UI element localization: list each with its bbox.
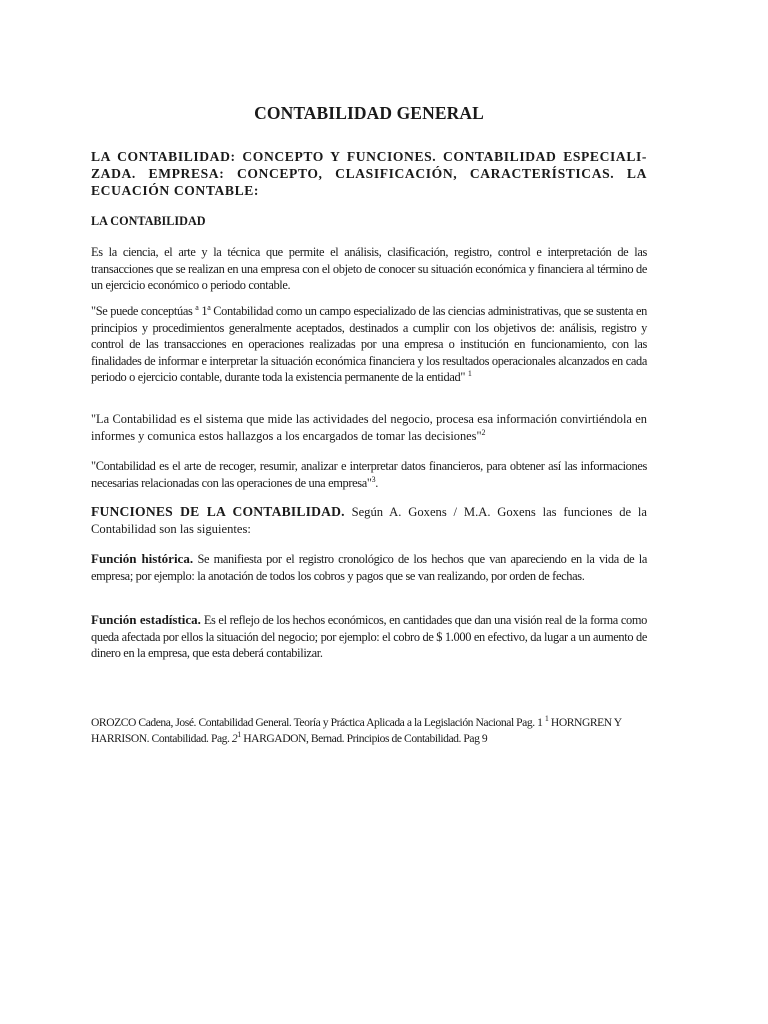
footnote-horngren-sup: 1 [237, 729, 241, 739]
functions-heading: FUNCIONES DE LA CONTABILIDAD. [91, 504, 345, 519]
section-heading: LA CONTABILIDAD [91, 214, 206, 228]
footnote-orozco-sup: 1 [544, 714, 549, 724]
quote1-sup-b: a [207, 302, 211, 312]
quote-paragraph-1 [91, 303, 647, 386]
historic-function-heading: Función histórica. [91, 551, 194, 566]
quote3-text: "Contabilidad es el arte de recoger, resumir, analizar e interpretar datos financieros, para obtener así las informaciones necesarias relacionadas con las operaciones de una empresa" [91, 459, 647, 490]
quote3-footnote-ref: 3 [371, 474, 376, 484]
statistic-function-paragraph [91, 612, 647, 662]
document-subtitle [91, 148, 647, 199]
quote1-mid: 1 [198, 304, 208, 318]
quote1-main: "Se puede conceptúas [91, 304, 196, 318]
subtitle-line-3: ECUACIÓN CONTABLE: [91, 183, 260, 198]
footnote-hargadon: HARGADON, Bernad. Principios de Contabilidad. Pag 9 [240, 731, 488, 745]
quote-paragraph-2 [91, 411, 647, 444]
quote1-footnote-ref: 1 [467, 368, 472, 378]
footnote-horngren: HORNGREN Y HARRISON. Contabilidad. Pag. [91, 716, 622, 745]
quote-paragraph-3 [91, 458, 647, 491]
quote1-rest: Contabilidad como un campo especializado de las ciencias administrativas, que se sustenta en principios y procedimientos generalmente aceptados, destinados a cumplir con los objetivos de: análisis, registro y control de las transacciones en operaciones realizadas por una empresa o institución en funcionamiento, con las finalidades de informar e interpretar la situación económica financiera y los resultados operacionales alcanzados en cada periodo o ejercicio contable, durante toda la existencia permanente de la entidad" [91, 304, 647, 384]
definition-paragraph: Es la ciencia, el arte y la técnica que permite el análisis, clasificación, registro, control e interpretación de las transacciones que se realizan en una empresa con el objeto de conocer su situación económica y financiera al término de un ejercicio económico o periodo contable. [91, 245, 647, 292]
footnotes [91, 715, 647, 746]
statistic-function-heading: Función estadística. [91, 612, 201, 627]
quote1-sup-a: a [195, 302, 199, 312]
functions-text: Según A. Goxens / M.A. Goxens las funciones de la Contabilidad son las siguientes: [91, 505, 647, 536]
document-title: CONTABILIDAD GENERAL [254, 103, 484, 123]
functions-paragraph [91, 504, 647, 537]
historic-function-paragraph [91, 551, 647, 584]
statistic-function-text: Es el reflejo de los hechos económicos, en cantidades que dan una visión real de la forma como queda afectada por ellos la situación del negocio; por ejemplo: el cobro de $ 1.000 en efectivo, da lugar a un aumento de dinero en la empresa, que esta deberá contabilizar. [91, 613, 647, 660]
quote2-text: "La Contabilidad es el sistema que mide las actividades del negocio, procesa esa información convirtiéndola en informes y comunica estos hallazgos a los encargados de tomar las decisiones" [91, 412, 647, 443]
subtitle-line-1: LA CONTABILIDAD: CONCEPTO Y FUNCIONES. CONTABILIDAD ESPECIALI- [91, 149, 647, 164]
subtitle-line-2: ZADA. EMPRESA: CONCEPTO, CLASIFICACIÓN, CARACTERÍSTICAS. LA [91, 166, 647, 181]
footnote-horngren-page: 2 [231, 731, 238, 745]
quote3-end: . [375, 475, 379, 490]
quote2-footnote-ref: 2 [481, 427, 486, 437]
footnote-orozco: OROZCO Cadena, José. Contabilidad General. Teoría y Práctica Aplicada a la Legislación Nacional Pag. 1 [91, 716, 545, 729]
historic-function-text: Se manifiesta por el registro cronológico de los hechos que van apareciendo en la vida de la empresa; por ejemplo: la anotación de todos los cobros y pagos que se van realizando, por orden de fechas. [91, 552, 647, 583]
